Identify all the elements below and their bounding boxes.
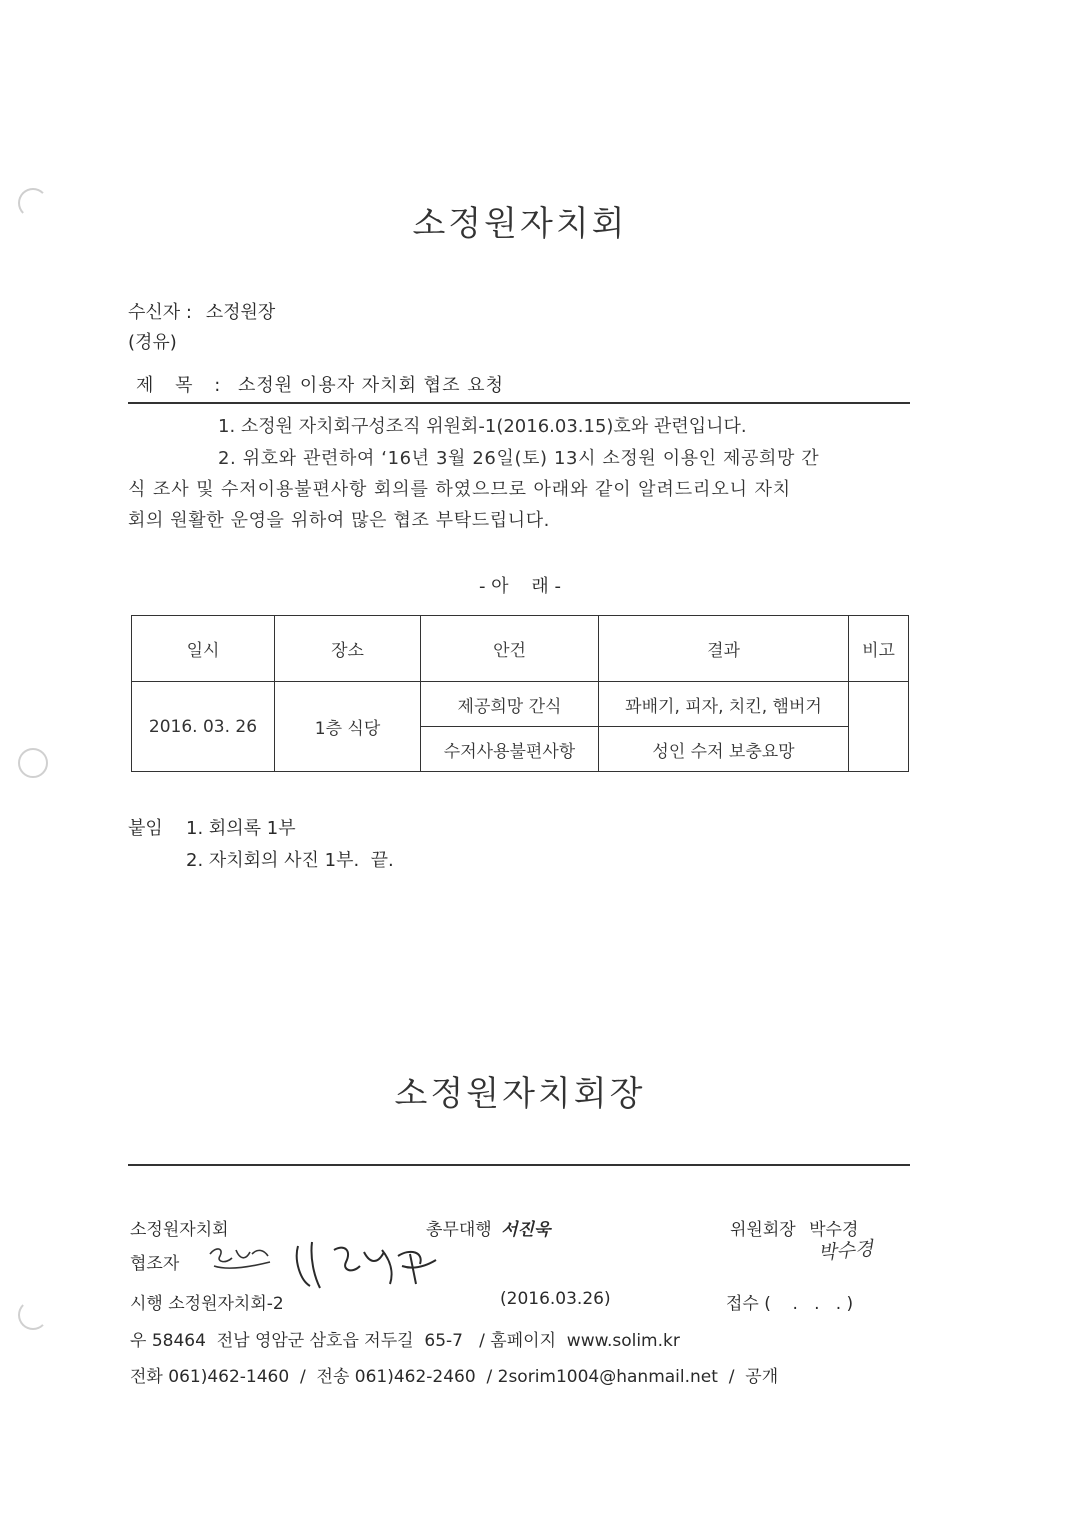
contact-line: 전화 061)462-1460 / 전송 061)462-2460 / 2sorim1004@hanmail.net / 공개: [130, 1367, 779, 1387]
cell-agenda-2: 수저사용불편사항: [421, 727, 599, 772]
body-paragraph-2: [128, 443, 908, 536]
cell-date: 2016. 03. 26: [132, 682, 275, 772]
cell-result-2: 성인 수저 보충요망: [599, 727, 849, 772]
cooperator-label: 협조자: [130, 1254, 180, 1274]
chair-label: 위원회장: [730, 1220, 796, 1240]
footer-org: 소정원자치회: [130, 1220, 229, 1240]
acting-label: 총무대행: [426, 1220, 492, 1240]
header-note: 비고: [849, 616, 909, 682]
enforcement-number: 시행 소정원자치회-2: [130, 1294, 284, 1314]
enforcement-date: (2016.03.26): [500, 1289, 611, 1309]
cell-agenda-1: 제공희망 간식: [421, 682, 599, 727]
table-row: [132, 682, 909, 727]
document-title: 소정원자치회: [412, 204, 628, 244]
attachments-label: 붙임: [128, 818, 163, 839]
address-line: 우 58464 전남 영암군 삼호읍 저두길 65-7 / 홈페이지 www.solim.kr: [130, 1331, 680, 1351]
acting-name: 서진욱: [501, 1220, 551, 1240]
attachment-item-1: 1. 회의록 1부: [186, 818, 296, 839]
chair-name: 박수경: [809, 1220, 859, 1240]
recipient-value: 소정원장: [205, 302, 276, 323]
header-place: 장소: [275, 616, 421, 682]
punch-hole-bottom: [18, 1300, 48, 1330]
subject-line: [136, 371, 504, 397]
recipient-line: [128, 298, 275, 324]
receipt-field: 접수 ( . . . ): [726, 1294, 854, 1314]
cell-note: [849, 682, 909, 772]
body-paragraph-1-text: 1. 소정원 자치회구성조직 위원회-1(2016.03.15)호와 관련입니다.: [218, 416, 747, 437]
header-date: 일시: [132, 616, 275, 682]
footer-divider: [128, 1164, 910, 1166]
cell-place: 1층 식당: [275, 682, 421, 772]
results-table: [131, 615, 909, 772]
header-agenda: 안건: [421, 616, 599, 682]
sender-title: 소정원자치회장: [394, 1074, 646, 1114]
recipient-label: 수신자 :: [128, 302, 192, 323]
chair-signature: 박수경: [817, 1237, 875, 1265]
body-paragraph-1: [218, 411, 998, 442]
footer-acting: [426, 1215, 550, 1240]
subject-label: 제 목 :: [136, 375, 229, 396]
subject-divider: [128, 402, 910, 404]
body-line-2: 식 조사 및 수저이용불편사항 회의를 하였으므로 아래와 같이 알려드리오니 자치: [128, 479, 792, 500]
via-label: (경유): [128, 332, 177, 353]
cell-result-1: 꽈배기, 피자, 치킨, 햄버거: [599, 682, 849, 727]
body-line-1: 2. 위호와 관련하여 ‘16년 3월 26일(토) 13시 소정원 이용인 제공희망 간: [218, 448, 820, 469]
attachment-item-2: 2. 자치회의 사진 1부. 끝.: [186, 850, 394, 871]
cooperator-signature-2: [290, 1236, 440, 1292]
header-result: 결과: [599, 616, 849, 682]
table-header-row: [132, 616, 909, 682]
cooperator-signature-1: [206, 1240, 276, 1276]
section-heading: - 아 래 -: [478, 576, 562, 597]
punch-hole-middle: [18, 748, 48, 778]
subject-value: 소정원 이용자 자치회 협조 요청: [238, 375, 504, 396]
body-line-3: 회의 원활한 운영을 위하여 많은 협조 부탁드립니다.: [128, 510, 550, 531]
